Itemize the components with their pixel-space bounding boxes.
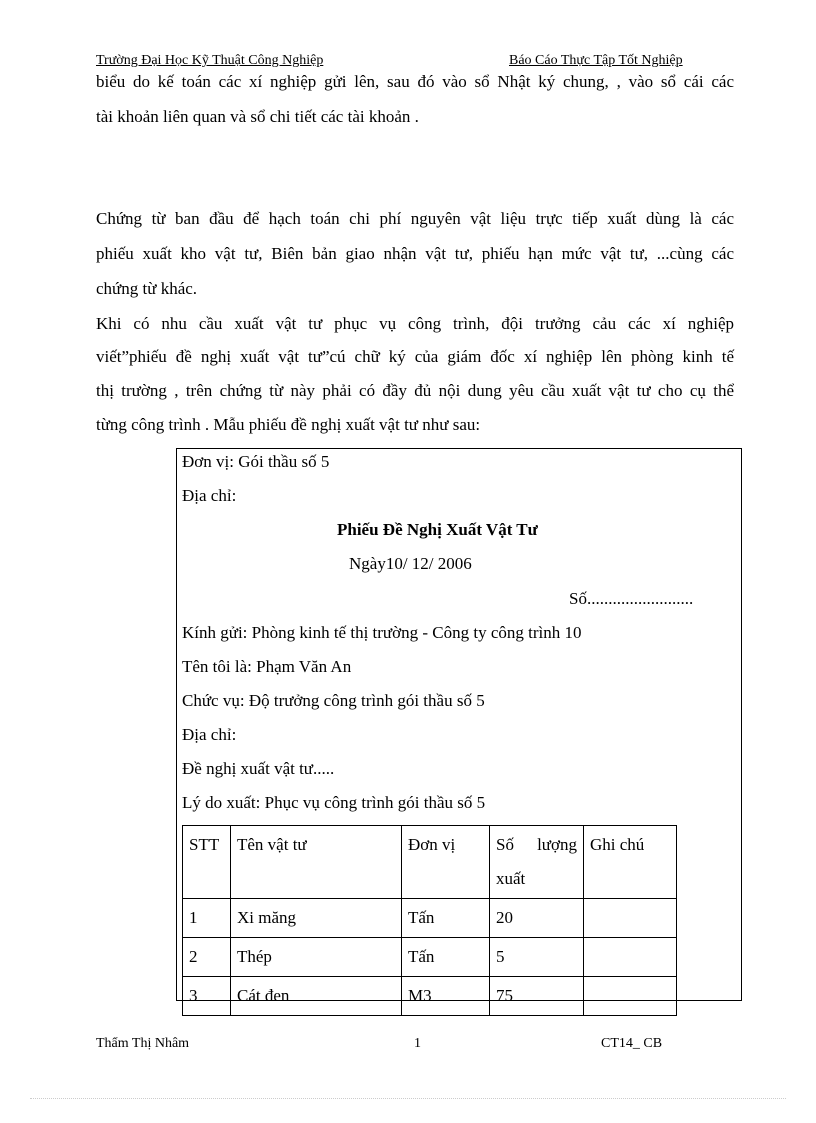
paragraph-3-line-1: Khi có nhu cầu xuất vật tư phục vụ công trình, đội trưởng cảu các xí nghiệp bbox=[96, 314, 734, 333]
cell-material-name: Xi măng bbox=[231, 899, 402, 938]
header-report-title: Báo Cáo Thực Tập Tốt Nghiệp bbox=[509, 53, 683, 68]
cell-quantity: 5 bbox=[490, 938, 584, 977]
paragraph-2-line-3: chứng từ khác. bbox=[96, 279, 198, 298]
cell-note bbox=[584, 977, 677, 1016]
form-unit: Đơn vị: Gói thầu số 5 bbox=[182, 452, 330, 471]
cell-material-name: Cát đen bbox=[231, 977, 402, 1016]
form-request: Đề nghị xuất vật tư..... bbox=[182, 759, 335, 778]
materials-table bbox=[182, 825, 677, 1016]
footer-author: Thẩm Thị Nhâm bbox=[96, 1036, 190, 1051]
table-row bbox=[183, 977, 677, 1016]
header-unit: Đơn vị bbox=[402, 826, 490, 899]
form-reason: Lý do xuất: Phục vụ công trình gói thầu số 5 bbox=[182, 793, 486, 812]
table-row bbox=[183, 938, 677, 977]
form-address-1: Địa chỉ: bbox=[182, 486, 237, 505]
form-date: Ngày10/ 12/ 2006 bbox=[349, 554, 472, 573]
paragraph-3-line-3: thị trường , trên chứng từ này phải có đầy đủ nội dung yêu cầu xuất vật tư cho cụ thể bbox=[96, 381, 734, 400]
paragraph-3-line-4: từng công trình . Mẫu phiếu đề nghị xuất vật tư như sau: bbox=[96, 415, 481, 434]
paragraph-2-line-1: Chứng từ ban đầu để hạch toán chi phí nguyên vật liệu trực tiếp xuất dùng là các bbox=[96, 209, 734, 228]
header-note: Ghi chú bbox=[584, 826, 677, 899]
header-quantity: Số lượng xuất bbox=[490, 826, 584, 899]
cell-stt: 1 bbox=[183, 899, 231, 938]
form-number: Số......................... bbox=[569, 589, 694, 608]
header-school: Trường Đại Học Kỹ Thuật Công Nghiệp bbox=[96, 53, 324, 68]
form-requester-name: Tên tôi là: Phạm Văn An bbox=[182, 657, 352, 676]
form-title: Phiếu Đề Nghị Xuất Vật Tư bbox=[337, 520, 538, 539]
paragraph-1-line-2: tài khoản liên quan và sổ chi tiết các tài khoản . bbox=[96, 107, 419, 126]
cell-note bbox=[584, 938, 677, 977]
page-bottom-divider bbox=[30, 1098, 786, 1099]
form-address-2: Địa chỉ: bbox=[182, 725, 237, 744]
cell-material-name: Thép bbox=[231, 938, 402, 977]
header-material-name: Tên vật tư bbox=[231, 826, 402, 899]
form-recipient: Kính gửi: Phòng kinh tế thị trường - Công ty công trình 10 bbox=[182, 623, 582, 642]
table-row bbox=[183, 899, 677, 938]
material-request-form bbox=[176, 448, 742, 1005]
cell-unit: Tấn bbox=[402, 899, 490, 938]
footer-page-number: 1 bbox=[414, 1036, 421, 1051]
header-stt: STT bbox=[183, 826, 231, 899]
cell-unit: Tấn bbox=[402, 938, 490, 977]
cell-unit: M3 bbox=[402, 977, 490, 1016]
paragraph-1-line-1: biểu do kế toán các xí nghiệp gửi lên, sau đó vào sổ Nhật ký chung, , vào sổ cái các bbox=[96, 72, 734, 91]
table-header-row bbox=[183, 826, 677, 899]
paragraph-2-line-2: phiếu xuất kho vật tư, Biên bản giao nhận vật tư, phiếu hạn mức vật tư, ...cùng các bbox=[96, 244, 734, 263]
cell-stt: 3 bbox=[183, 977, 231, 1016]
cell-note bbox=[584, 899, 677, 938]
paragraph-3-line-2: viết”phiếu đề nghị xuất vật tư”cú chữ ký của giám đốc xí nghiệp lên phòng kinh tế bbox=[96, 347, 734, 366]
footer-code: CT14_ CB bbox=[601, 1036, 663, 1051]
cell-stt: 2 bbox=[183, 938, 231, 977]
form-position: Chức vụ: Độ trưởng công trình gói thầu số 5 bbox=[182, 691, 485, 710]
cell-quantity: 20 bbox=[490, 899, 584, 938]
cell-quantity: 75 bbox=[490, 977, 584, 1016]
